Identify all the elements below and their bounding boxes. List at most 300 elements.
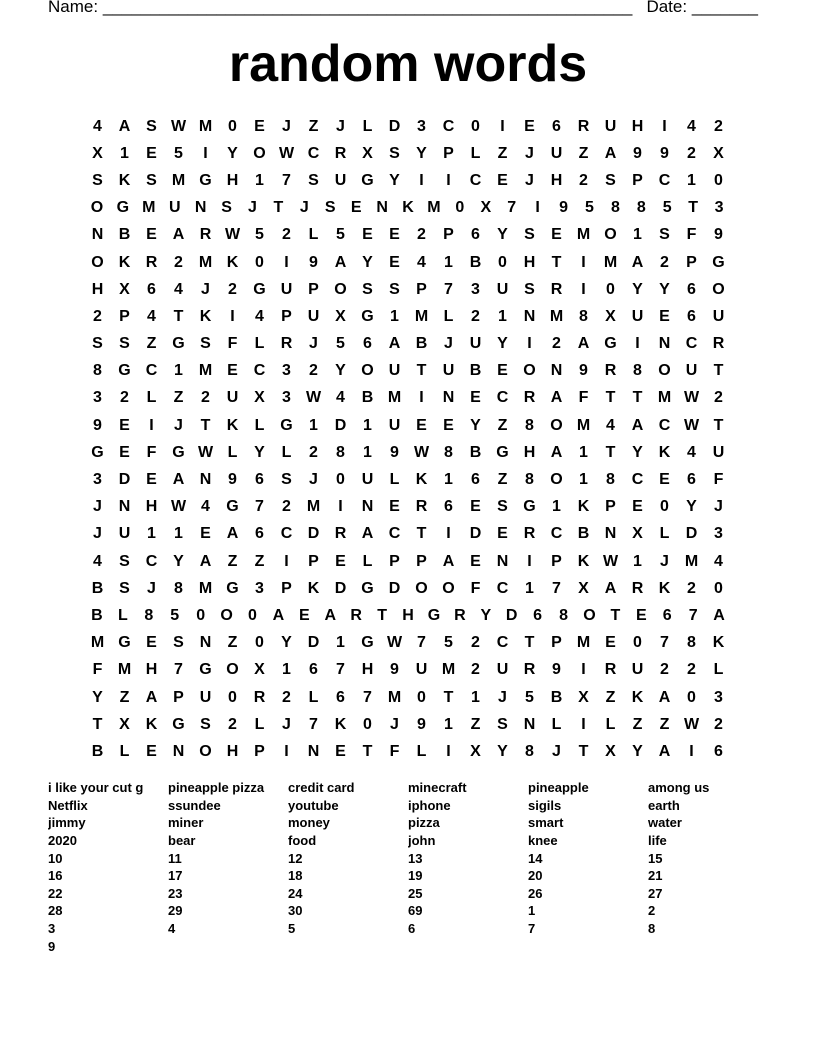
- grid-cell: E: [605, 634, 616, 652]
- word-list-item: 1: [528, 903, 536, 919]
- word-list-item: john: [408, 833, 436, 849]
- grid-cell: O: [442, 579, 455, 597]
- grid-cell: R: [145, 253, 158, 271]
- word-list-item: 28: [48, 903, 63, 919]
- grid-cell: S: [524, 226, 535, 244]
- grid-cell: K: [631, 688, 644, 706]
- grid-cell: 0: [336, 471, 345, 489]
- grid-cell: Y: [173, 552, 184, 570]
- grid-cell: 7: [660, 634, 669, 652]
- word-list-item: 14: [528, 850, 543, 866]
- grid-cell: J: [336, 117, 345, 135]
- grid-cell: G: [116, 199, 130, 217]
- grid-cell: 4: [606, 416, 615, 434]
- grid-cell: A: [226, 525, 239, 543]
- grid-cell: S: [497, 498, 508, 516]
- grid-cell: S: [173, 634, 184, 652]
- grid-cell: S: [200, 715, 211, 733]
- grid-cell: J: [299, 199, 309, 217]
- word-list-row: [48, 849, 808, 867]
- grid-cell: P: [308, 280, 319, 298]
- grid-cell: 2: [687, 661, 696, 679]
- grid-cell: 2: [714, 117, 723, 135]
- grid-cell: 2: [471, 634, 480, 652]
- grid-cell: E: [146, 742, 157, 760]
- grid-cell: 1: [147, 525, 156, 543]
- grid-cell: 2: [309, 443, 318, 461]
- grid-cell: I: [500, 117, 505, 135]
- word-list-item: bear: [168, 833, 196, 849]
- grid-cell: W: [602, 552, 619, 570]
- grid-cell: 2: [282, 688, 291, 706]
- grid-cell: 8: [636, 199, 646, 217]
- grid-cell: T: [713, 416, 724, 434]
- grid-cell: A: [442, 552, 455, 570]
- grid-cell: G: [118, 634, 131, 652]
- grid-cell: 5: [336, 226, 345, 244]
- grid-cell: I: [635, 335, 640, 353]
- grid-cell: E: [299, 606, 310, 624]
- grid-cell: F: [713, 471, 724, 489]
- grid-cell: 3: [255, 579, 264, 597]
- grid-cell: P: [281, 579, 292, 597]
- grid-cell: 3: [93, 471, 102, 489]
- grid-row: [84, 521, 732, 548]
- grid-cell: C: [442, 117, 455, 135]
- grid-cell: D: [685, 525, 698, 543]
- grid-cell: G: [523, 498, 536, 516]
- grid-cell: E: [227, 362, 238, 380]
- grid-cell: Y: [389, 171, 400, 189]
- grid-cell: 8: [579, 307, 588, 325]
- grid-cell: S: [146, 171, 157, 189]
- grid-cell: Z: [119, 688, 130, 706]
- grid-cell: P: [632, 171, 643, 189]
- header: [48, 0, 758, 17]
- grid-cell: 6: [662, 606, 672, 624]
- grid-cell: O: [361, 362, 374, 380]
- grid-cell: B: [577, 525, 590, 543]
- grid-cell: F: [389, 742, 400, 760]
- grid-cell: P: [551, 552, 562, 570]
- grid-cell: Y: [686, 498, 697, 516]
- grid-cell: W: [683, 416, 700, 434]
- grid-cell: W: [170, 498, 187, 516]
- grid-cell: C: [469, 171, 482, 189]
- grid-cell: K: [402, 199, 414, 217]
- grid-cell: 7: [552, 579, 561, 597]
- grid-cell: 8: [525, 471, 534, 489]
- grid-cell: 8: [336, 443, 345, 461]
- grid-cell: 1: [498, 307, 507, 325]
- grid-cell: 6: [336, 688, 345, 706]
- grid-cell: P: [281, 307, 292, 325]
- grid-cell: O: [712, 280, 725, 298]
- grid-cell: T: [605, 443, 616, 461]
- grid-cell: P: [686, 253, 697, 271]
- word-list-item: 10: [48, 850, 63, 866]
- grid-cell: 1: [444, 471, 453, 489]
- grid-cell: 4: [255, 307, 264, 325]
- grid-cell: S: [362, 280, 373, 298]
- grid-cell: A: [631, 416, 644, 434]
- grid-cell: 9: [660, 144, 669, 162]
- grid-cell: 5: [174, 144, 183, 162]
- grid-cell: G: [226, 498, 239, 516]
- grid-cell: E: [200, 525, 211, 543]
- grid-cell: D: [334, 416, 347, 434]
- grid-cell: 6: [255, 525, 264, 543]
- grid-cell: Y: [470, 416, 481, 434]
- grid-cell: H: [523, 443, 536, 461]
- grid-cell: D: [505, 606, 518, 624]
- grid-cell: S: [389, 144, 400, 162]
- grid-cell: M: [198, 253, 213, 271]
- grid-cell: W: [197, 443, 214, 461]
- grid-cell: W: [305, 389, 322, 407]
- grid-cell: S: [281, 471, 292, 489]
- grid-cell: 2: [660, 253, 669, 271]
- grid-cell: U: [307, 307, 320, 325]
- grid-cell: E: [659, 471, 670, 489]
- grid-cell: M: [414, 307, 429, 325]
- grid-cell: G: [199, 171, 212, 189]
- grid-cell: 8: [606, 471, 615, 489]
- grid-cell: 9: [417, 715, 426, 733]
- grid-cell: 0: [714, 171, 723, 189]
- grid-cell: U: [415, 661, 428, 679]
- grid-cell: E: [470, 498, 481, 516]
- word-list-item: iphone: [408, 797, 451, 813]
- grid-cell: G: [172, 335, 185, 353]
- grid-cell: K: [118, 253, 131, 271]
- grid-cell: Z: [605, 688, 616, 706]
- grid-cell: N: [550, 362, 563, 380]
- word-list-item: minecraft: [408, 780, 467, 796]
- grid-cell: W: [386, 634, 403, 652]
- grid-cell: M: [684, 552, 699, 570]
- grid-cell: L: [470, 144, 481, 162]
- grid-cell: 8: [633, 362, 642, 380]
- grid-cell: 5: [170, 606, 180, 624]
- grid-row: [84, 738, 732, 765]
- grid-cell: R: [415, 498, 428, 516]
- grid-cell: 2: [93, 307, 102, 325]
- grid-cell: P: [443, 226, 454, 244]
- word-list-item: 18: [288, 868, 303, 884]
- grid-cell: 6: [471, 226, 480, 244]
- grid-cell: 2: [282, 226, 291, 244]
- grid-cell: N: [442, 389, 455, 407]
- grid-cell: C: [496, 579, 509, 597]
- grid-cell: 9: [93, 416, 102, 434]
- word-list-item: 21: [648, 868, 663, 884]
- grid-cell: H: [145, 661, 158, 679]
- grid-cell: O: [550, 416, 563, 434]
- grid-cell: 3: [714, 199, 724, 217]
- grid-cell: L: [308, 688, 319, 706]
- word-list-item: 22: [48, 885, 63, 901]
- grid-cell: 8: [525, 416, 534, 434]
- word-list-row: [48, 937, 808, 955]
- grid-cell: P: [416, 280, 427, 298]
- grid-cell: B: [469, 443, 482, 461]
- name-blank[interactable]: ________________________________________________________: [102, 0, 633, 16]
- grid-cell: U: [496, 661, 509, 679]
- grid-cell: 8: [444, 443, 453, 461]
- grid-cell: 3: [93, 389, 102, 407]
- grid-cell: 4: [201, 498, 210, 516]
- grid-cell: K: [226, 253, 239, 271]
- grid-cell: A: [145, 688, 158, 706]
- grid-cell: Y: [227, 144, 238, 162]
- grid-cell: 4: [417, 253, 426, 271]
- grid-cell: C: [658, 416, 671, 434]
- grid-cell: 2: [714, 715, 723, 733]
- word-list-item: 13: [408, 850, 423, 866]
- grid-cell: 0: [687, 688, 696, 706]
- grid-cell: G: [118, 362, 131, 380]
- grid-cell: A: [172, 471, 185, 489]
- grid-cell: B: [91, 742, 104, 760]
- grid-cell: H: [523, 253, 536, 271]
- word-list-item: 12: [288, 850, 303, 866]
- grid-cell: T: [551, 253, 562, 271]
- grid-cell: C: [145, 552, 158, 570]
- grid-cell: 2: [579, 171, 588, 189]
- grid-cell: L: [254, 715, 265, 733]
- word-list-item: 4: [168, 921, 176, 937]
- grid-cell: 0: [606, 280, 615, 298]
- grid-cell: O: [226, 661, 239, 679]
- grid-cell: Y: [632, 742, 643, 760]
- grid-cell: Y: [362, 253, 373, 271]
- grid-cell: I: [446, 742, 451, 760]
- grid-cell: 9: [559, 199, 568, 217]
- grid-cell: A: [199, 552, 212, 570]
- grid-cell: L: [605, 715, 616, 733]
- grid-cell: C: [307, 144, 320, 162]
- grid-cell: 8: [559, 606, 568, 624]
- word-list-row: [48, 814, 808, 832]
- grid-cell: M: [387, 688, 402, 706]
- grid-cell: Y: [480, 606, 492, 624]
- grid-cell: J: [174, 416, 183, 434]
- grid-cell: L: [551, 715, 562, 733]
- grid-cell: E: [443, 416, 454, 434]
- grid-cell: G: [496, 443, 509, 461]
- grid-cell: F: [227, 335, 238, 353]
- grid-cell: R: [523, 389, 536, 407]
- grid-cell: S: [324, 199, 336, 217]
- grid-cell: U: [388, 362, 401, 380]
- grid-cell: N: [523, 307, 536, 325]
- grid-cell: 2: [552, 335, 561, 353]
- grid-cell: Y: [92, 688, 103, 706]
- grid-cell: T: [416, 525, 427, 543]
- grid-cell: X: [119, 280, 130, 298]
- grid-cell: R: [550, 280, 563, 298]
- grid-cell: E: [119, 443, 130, 461]
- grid-cell: T: [524, 634, 535, 652]
- grid-cell: 9: [552, 661, 561, 679]
- grid-cell: 2: [309, 362, 318, 380]
- grid-cell: M: [198, 117, 213, 135]
- grid-cell: 5: [336, 335, 345, 353]
- grid-cell: D: [388, 117, 401, 135]
- grid-cell: 2: [120, 389, 129, 407]
- grid-cell: A: [361, 525, 374, 543]
- grid-cell: W: [683, 389, 700, 407]
- grid-cell: O: [550, 471, 563, 489]
- grid-cell: 9: [579, 362, 588, 380]
- grid-cell: E: [389, 253, 400, 271]
- grid-cell: F: [686, 226, 697, 244]
- grid-cell: 7: [309, 715, 318, 733]
- grid-cell: M: [198, 362, 213, 380]
- grid-cell: L: [146, 389, 157, 407]
- grid-cell: A: [172, 226, 185, 244]
- grid-cell: C: [496, 634, 509, 652]
- grid-cell: Y: [416, 144, 427, 162]
- word-list-item: 19: [408, 868, 423, 884]
- grid-cell: U: [334, 171, 347, 189]
- grid-cell: C: [145, 362, 158, 380]
- grid-cell: U: [712, 307, 725, 325]
- grid-cell: I: [581, 715, 586, 733]
- grid-cell: X: [578, 688, 589, 706]
- grid-cell: A: [604, 144, 617, 162]
- grid-cell: 0: [255, 253, 264, 271]
- grid-cell: L: [389, 471, 400, 489]
- grid-cell: L: [281, 443, 292, 461]
- grid-row: [84, 630, 732, 657]
- grid-cell: E: [350, 199, 362, 217]
- grid-cell: Z: [470, 715, 481, 733]
- grid-cell: A: [550, 443, 563, 461]
- grid-cell: 7: [363, 688, 372, 706]
- grid-cell: T: [273, 199, 284, 217]
- grid-cell: H: [91, 280, 104, 298]
- grid-cell: U: [361, 471, 374, 489]
- grid-cell: 2: [471, 307, 480, 325]
- word-list-item: 2020: [48, 833, 77, 849]
- grid-cell: 7: [336, 661, 345, 679]
- grid-cell: 4: [93, 552, 102, 570]
- grid-cell: H: [226, 171, 239, 189]
- grid-cell: C: [496, 389, 509, 407]
- grid-cell: T: [688, 199, 699, 217]
- grid-cell: L: [443, 307, 454, 325]
- grid-row: [84, 358, 732, 385]
- grid-cell: E: [659, 307, 670, 325]
- grid-cell: I: [284, 742, 289, 760]
- grid-cell: N: [199, 634, 212, 652]
- grid-cell: 9: [228, 471, 237, 489]
- grid-cell: 9: [390, 661, 399, 679]
- grid-cell: I: [419, 171, 424, 189]
- grid-cell: 3: [714, 525, 723, 543]
- grid-cell: I: [581, 661, 586, 679]
- word-list-item: 20: [528, 868, 543, 884]
- date-blank[interactable]: _______: [691, 0, 759, 16]
- grid-cell: 7: [417, 634, 426, 652]
- grid-cell: U: [168, 199, 181, 217]
- grid-cell: 3: [471, 280, 480, 298]
- grid-cell: G: [427, 606, 441, 624]
- grid-cell: S: [146, 117, 157, 135]
- grid-cell: T: [578, 742, 589, 760]
- grid-cell: G: [361, 634, 374, 652]
- grid-cell: I: [419, 389, 424, 407]
- grid-cell: L: [119, 742, 130, 760]
- grid-cell: 5: [444, 634, 453, 652]
- grid-cell: D: [334, 579, 347, 597]
- grid-cell: O: [523, 362, 536, 380]
- grid-cell: O: [658, 362, 671, 380]
- grid-cell: 6: [444, 498, 453, 516]
- grid-cell: 2: [471, 661, 480, 679]
- grid-cell: 5: [585, 199, 594, 217]
- word-list-item: 11: [168, 850, 182, 866]
- word-list-item: 17: [168, 868, 183, 884]
- grid-cell: E: [470, 552, 481, 570]
- word-list-row: [48, 920, 808, 938]
- grid-cell: 6: [471, 471, 480, 489]
- grid-cell: S: [92, 335, 103, 353]
- grid-cell: U: [604, 117, 617, 135]
- grid-cell: L: [308, 226, 319, 244]
- grid-cell: E: [497, 525, 508, 543]
- grid-cell: H: [550, 171, 563, 189]
- grid-cell: 1: [255, 171, 264, 189]
- grid-cell: Y: [632, 280, 643, 298]
- grid-cell: R: [712, 335, 725, 353]
- grid-cell: K: [307, 579, 320, 597]
- grid-cell: G: [361, 307, 374, 325]
- grid-row: [84, 195, 732, 222]
- grid-cell: I: [446, 171, 451, 189]
- grid-cell: Y: [497, 742, 508, 760]
- grid-cell: 8: [610, 199, 620, 217]
- grid-cell: 0: [363, 715, 372, 733]
- word-list-item: 24: [288, 885, 303, 901]
- word-list-item: knee: [528, 833, 558, 849]
- word-list-item: sigils: [528, 797, 562, 813]
- grid-cell: Z: [578, 144, 589, 162]
- grid-cell: 6: [255, 471, 264, 489]
- grid-cell: I: [581, 280, 586, 298]
- grid-cell: O: [91, 253, 104, 271]
- grid-cell: K: [334, 715, 347, 733]
- grid-cell: 0: [255, 634, 264, 652]
- grid-cell: T: [200, 416, 211, 434]
- grid-cell: I: [662, 117, 667, 135]
- grid-cell: D: [307, 634, 320, 652]
- grid-cell: R: [334, 525, 347, 543]
- grid-cell: E: [254, 117, 265, 135]
- grid-row: [84, 494, 732, 521]
- grid-cell: I: [527, 552, 532, 570]
- grid-cell: E: [146, 144, 157, 162]
- grid-cell: N: [376, 199, 388, 217]
- grid-cell: M: [576, 226, 591, 244]
- grid-cell: A: [388, 335, 401, 353]
- grid-cell: 1: [633, 552, 642, 570]
- grid-cell: 1: [525, 579, 534, 597]
- grid-cell: A: [577, 335, 590, 353]
- grid-cell: H: [145, 498, 158, 516]
